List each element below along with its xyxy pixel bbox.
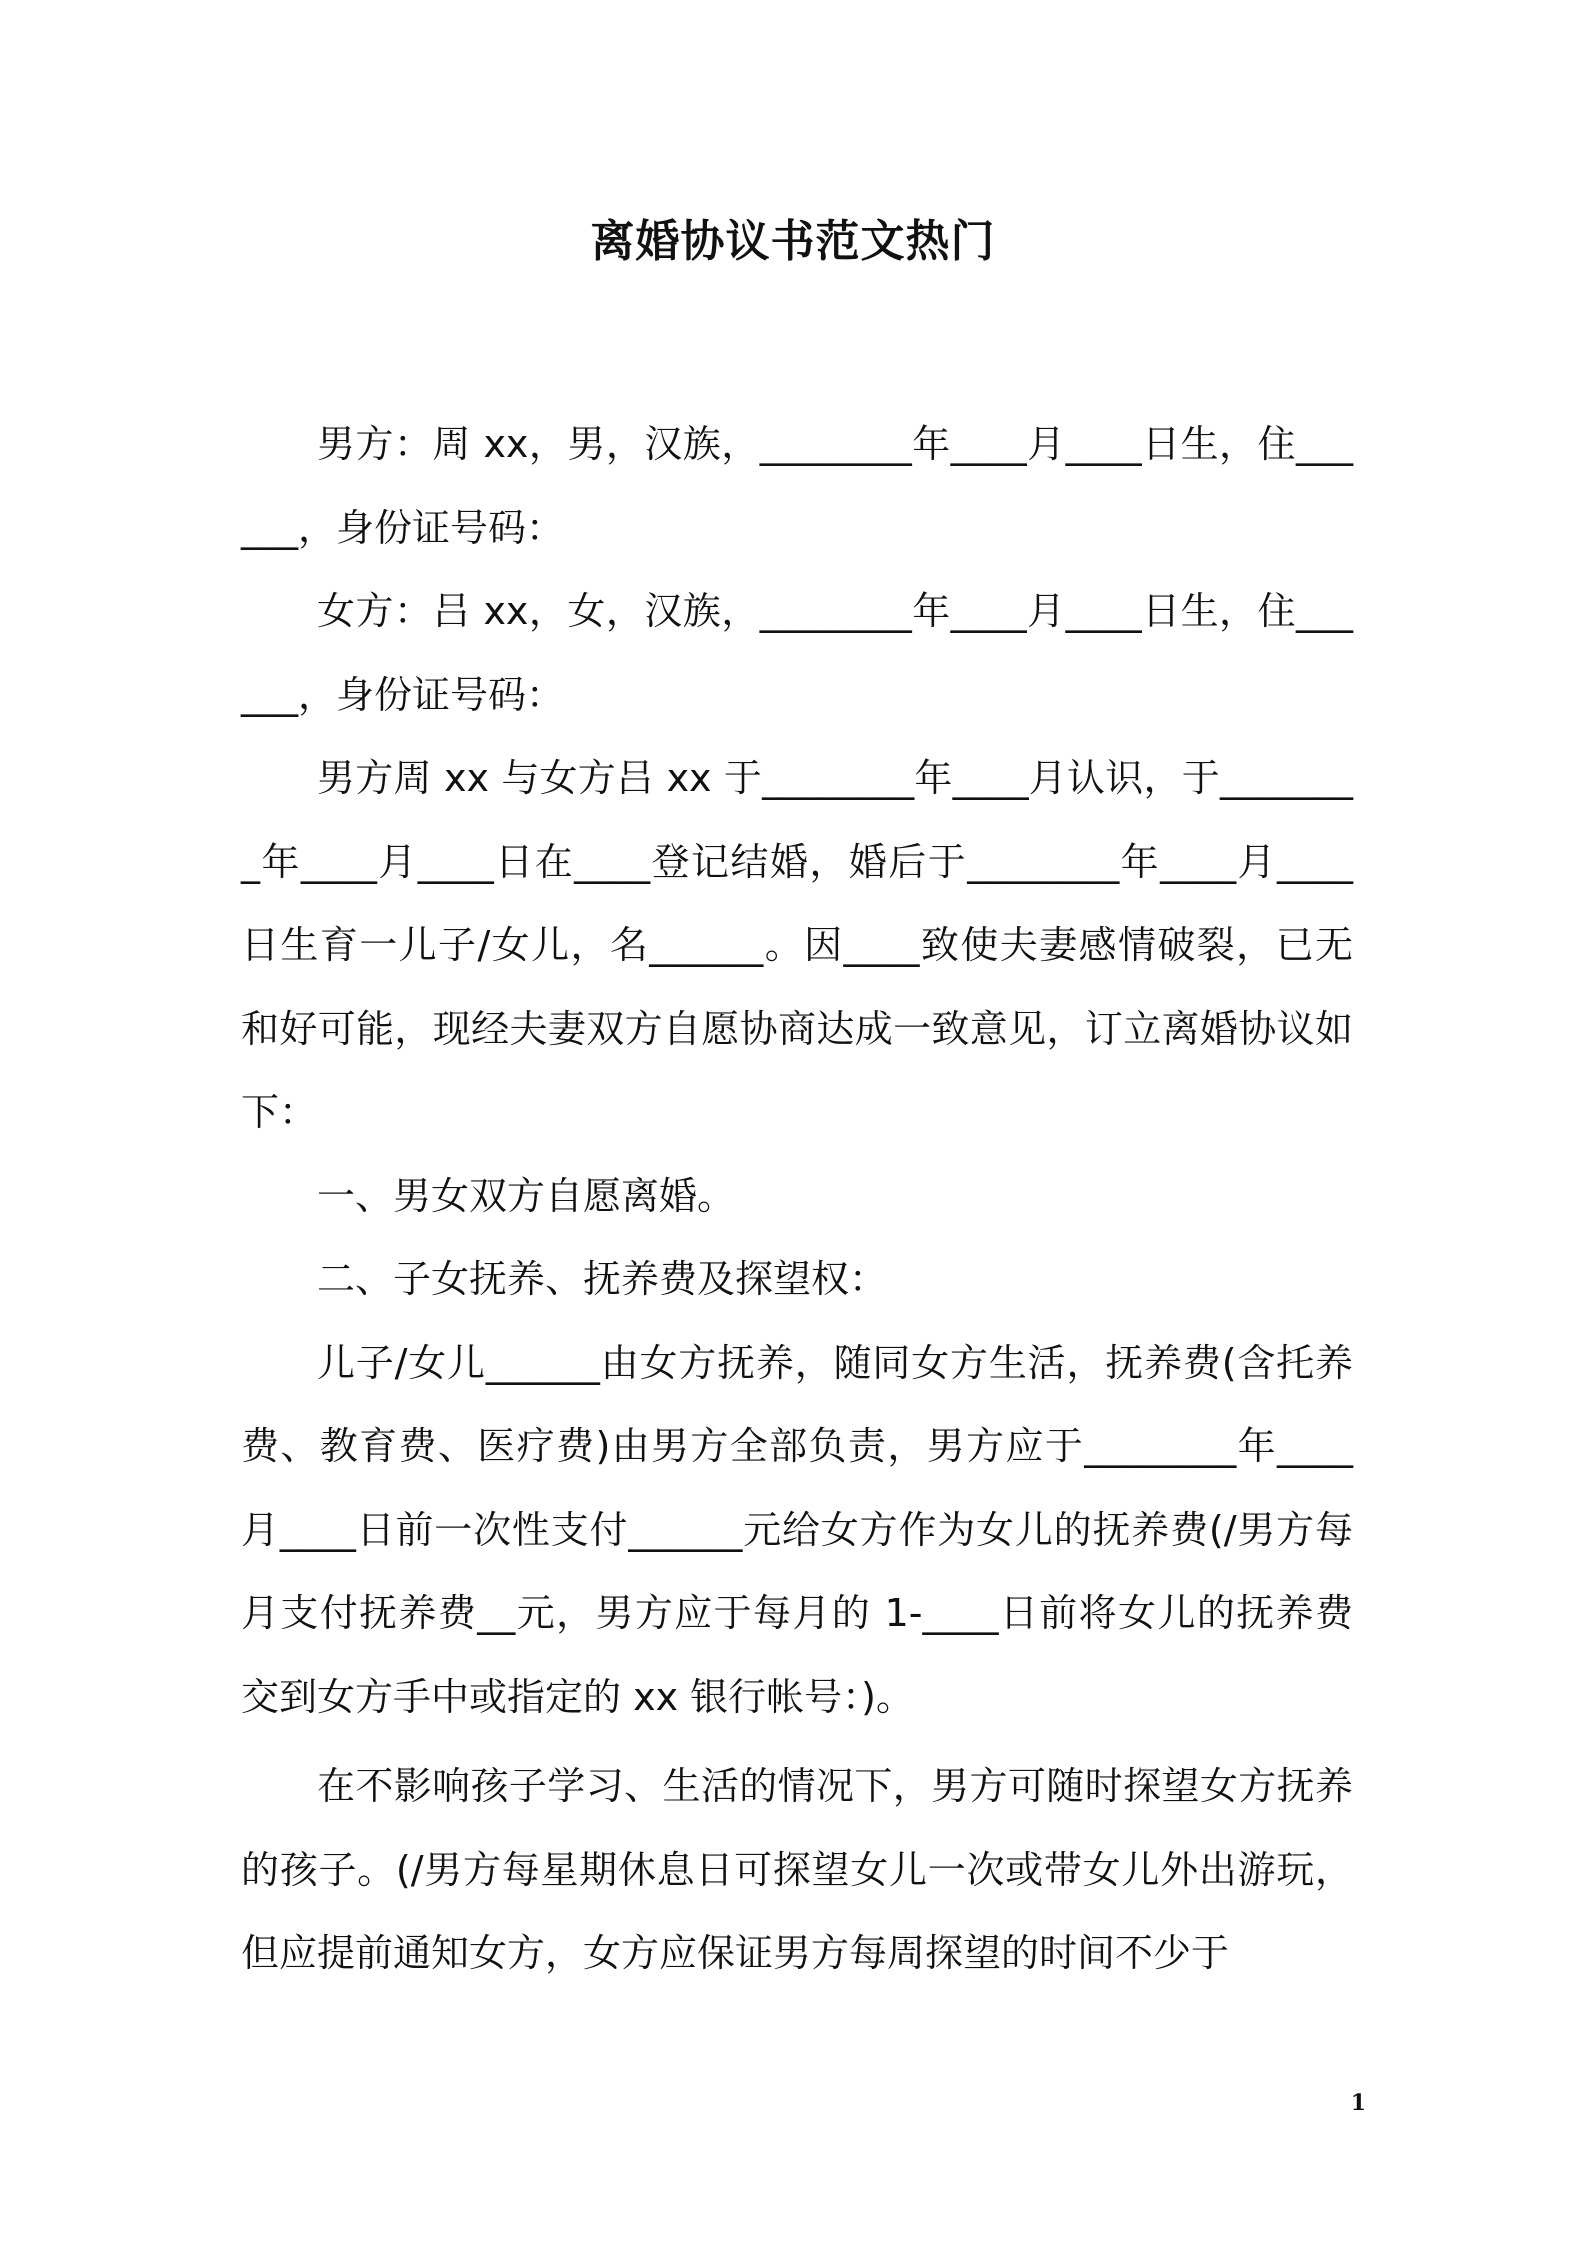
document-body <box>241 403 1353 1996</box>
paragraph-clause-two-heading: 二、子女抚养、抚养费及探望权： <box>317 1257 888 1301</box>
paragraph-female-party: 女方：吕 xx，女，汉族，________年____月____日生，住______，身份证号码： <box>241 589 1353 717</box>
paragraph-visitation: 在不影响孩子学习、生活的情况下，男方可随时探望女方抚养的孩子。(/男方每星期休息日可探望女儿一次或带女儿外出游玩，但应提前通知女方，女方应保证男方每周探望的时间不少于 <box>241 1764 1353 1975</box>
document-title: 离婚协议书范文热门 <box>590 216 996 267</box>
page-number: 1 <box>1350 2090 1366 2116</box>
paragraph-child-support: 儿子/女儿______由女方抚养，随同女方生活，抚养费(含托养费、教育费、医疗费)由男方全部负责，男方应于________年____月____日前一次性支付______元给女方作为女儿的抚养费(/男方每月支付抚养费__元，男方应于每月的 1-____日前将女儿的抚养费交到女方手中或指定的 xx 银行帐号：)。 <box>241 1340 1353 1719</box>
paragraph-male-party: 男方：周 xx，男，汉族，________年____月____日生，住______，身份证号码： <box>241 422 1353 550</box>
paragraph-marriage-background: 男方周 xx 与女方吕 xx 于________年____月认识，于________年____月____日在____登记结婚，婚后于________年____月____日生育一儿子/女儿，名______。因____致使夫妻感情破裂，已无和好可能，现经夫妻双方自愿协商达成一致意见，订立离婚协议如下： <box>241 756 1353 1134</box>
paragraph-clause-one: 一、男女双方自愿离婚。 <box>317 1173 736 1218</box>
